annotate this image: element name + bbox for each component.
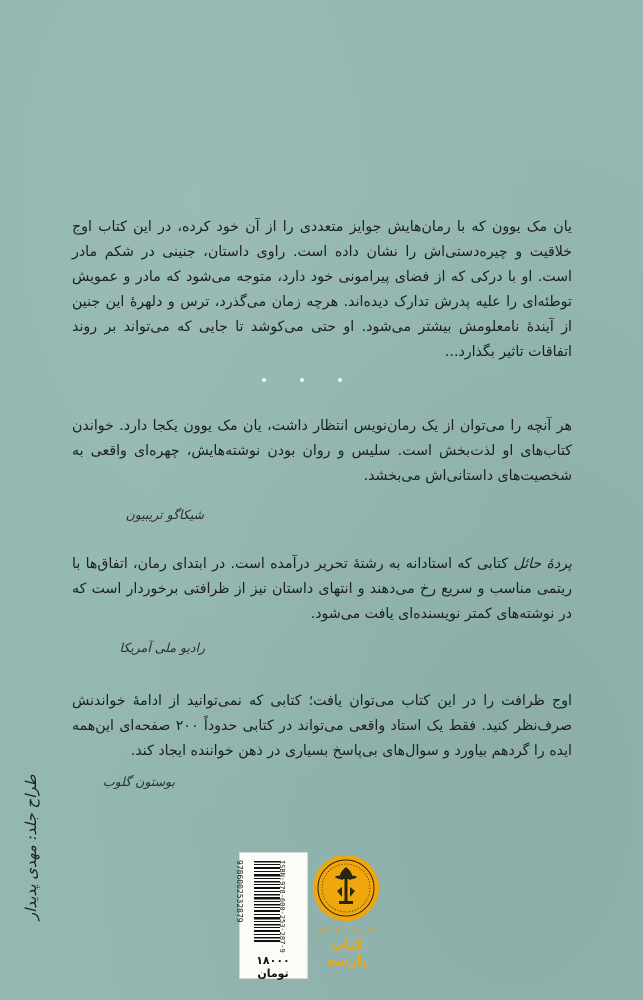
publisher-name: کتاب پارسه [326, 937, 368, 969]
review-paragraph-1: هر آنچه را می‌توان از یک رمان‌نویس انتظار داشت، یان مک یوون یکجا دارد. خواندن کتاب‌های او لذت‌بخش است. سلیس و روان بودن نوشته‌هایش، چهره‌ای واقعی به شخصیت‌های داستانی‌اش می‌بخشد. [72, 418, 572, 484]
divider-dot [300, 378, 304, 382]
review-paragraph-2 [72, 552, 572, 627]
isbn-label: ISBN:978-600-253-287-9 [278, 860, 286, 953]
isbn-digits: 9786002532879 [235, 860, 244, 923]
price-label: ۱۸۰۰۰ تومان [256, 954, 290, 980]
cover-designer-signature: طراح جلد: مهدی پدیدار [22, 774, 40, 920]
barcode-icon [240, 853, 307, 953]
review-2-text: کتابی که استادانه به رشتهٔ تحریر درآمده است. در ابتدای رمان، اتفاق‌ها با ریتمی مناسب و سریع رخ می‌دهند و انتهای داستان نیز از ظرافتی برخوردار است که در نوشته‌های کمتر نویسنده‌ای یافت می‌شود. [72, 556, 572, 622]
review-source-2: رادیو ملی آمریکا [119, 640, 205, 655]
synopsis-paragraph: یان مک یوون که با رمان‌هایش جوایز متعددی را از آن خود کرده، در این کتاب اوج خلاقیت و چیره‌دستی‌اش را نشان داده است. راوی داستان، جنینی در شکم مادر است. او با درکی که از فضای پیرامونی خود دارد، متوجه می‌شود که مادر و عمویش توطئه‌ای را علیه پدرش تدارک دیده‌اند. هرچه زمان می‌گذرد، ترس و دلهرهٔ این جنین از آیندهٔ نامعلومش بیشتر می‌شود. او حتی می‌کوشد تا جایی که می‌تواند بر روند اتفاقات تاثیر بگذارد... [72, 219, 572, 360]
review-source-3: بوستون گلوب [102, 774, 175, 789]
review-source-1: شیکاگو تریبیون [125, 507, 204, 522]
section-divider-dots [262, 378, 342, 384]
publisher-logo [313, 855, 379, 921]
book-title-italic: پردهٔ حائل [513, 556, 572, 572]
divider-dot [338, 378, 342, 382]
review-paragraph-3: اوج ظرافت را در این کتاب می‌توان یافت؛ کتابی که نمی‌توانید از ادامهٔ خواندنش صرف‌نظر کنید. فقط یک استاد واقعی می‌تواند در کتابی حدوداً ۲۰۰ صفحه‌ای این‌همه ایده را گردهم بیاورد و سوال‌های بی‌پاسخ بسیاری در ذهن خواننده ایجاد کند. [72, 693, 572, 759]
publisher-emblem-icon [313, 855, 379, 921]
publisher-subtitle: نشر ترجمه و تألیف [315, 925, 379, 934]
divider-dot [262, 378, 266, 382]
